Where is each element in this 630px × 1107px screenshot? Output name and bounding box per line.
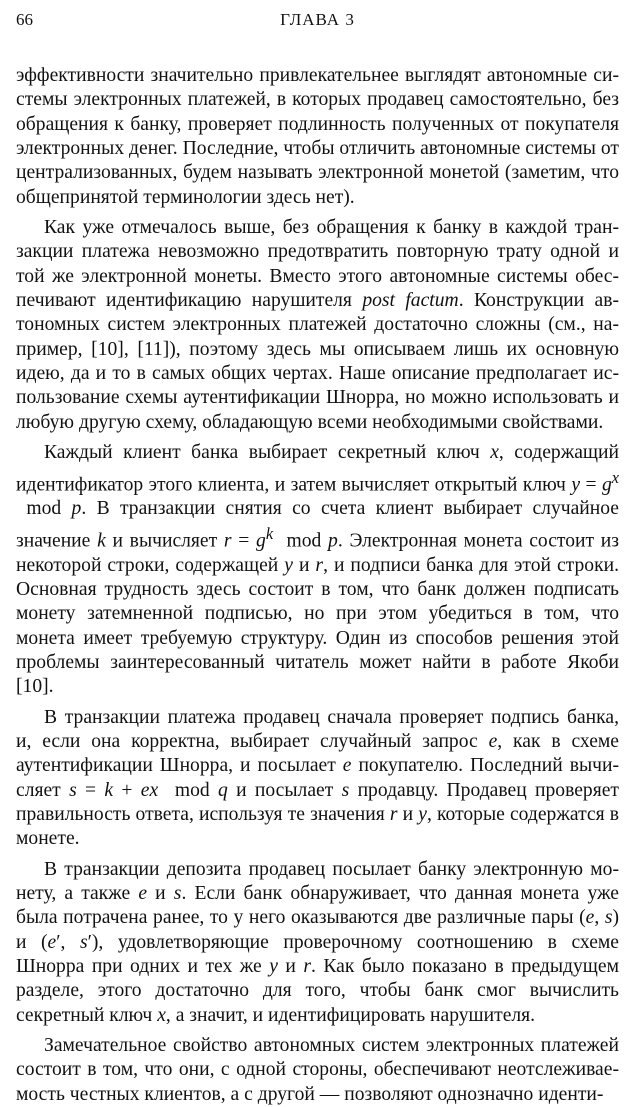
page-number: 66 bbox=[16, 10, 33, 29]
chapter-title: ГЛАВА 3 bbox=[280, 10, 355, 29]
book-page bbox=[16, 6, 619, 1107]
paragraph-4: В транзакции платежа продавец сначала проверяет подпись банка, и, если она корректна, выбирает случайный запрос e, как в схеме аутентификации Шнорра, и посылает e покупателю. Последний вычисляет s = k + ex mod q и посылает s продавцу. Продавец проверяет правильность ответа, используя те значения r и y, которые содержатся в монете. bbox=[16, 706, 619, 850]
paragraph-6: Замечательное свойство автономных систем электронных платежей состоит в том, что они, с одной стороны, обеспечивают неотслеживаемость честных клиентов, а с другой — позволяют однозначно иденти- bbox=[16, 1035, 619, 1105]
body-text bbox=[16, 64, 619, 1107]
running-head bbox=[16, 6, 619, 34]
paragraph-1: эффективности значительно привлекательнее выглядят автономные системы электронных платежей, в которых продавец самостоятельно, без обращения к банку, проверяет подлинность полученных от покупателя электронных денег. Последние, чтобы отличить автономные системы от централизованных, будем называть электронной монетой (заметим, что общепринятой терминологии здесь нет). bbox=[16, 65, 619, 208]
paragraph-2: Как уже отмечалось выше, без обращения к банку в каждой транзакции платежа невозможно предотвратить повторную трату одной и той же электронной монеты. Вместо этого автономные системы обеспечивают идентификацию нарушителя post factum. Конструкции автономных систем электронных платежей достаточно сложны (см., например, [10], [11]), поэтому здесь мы описываем лишь их основную идею, да и то в самых общих чертах. Наше описание предполагает использование схемы аутентификации Шнорра, но можно использовать и любую другую схему, обладающую всеми необходимыми свойствами. bbox=[16, 217, 619, 433]
paragraph-5: В транзакции депозита продавец посылает банку электронную монету, а также e и s. Если банк обнаруживает, что данная монета уже была потрачена ранее, то у него оказываются две различные пары (e, s) и (e′, s′), удовлетворяющие проверочному соотношению в схеме Шнорра при одних и тех же y и r. Как было показано в предыдущем разделе, этого достаточно для того, чтобы банк смог вычислить секретный ключ x, а значит, и идентифицировать нарушителя. bbox=[16, 858, 619, 1026]
paragraph-3: Каждый клиент банка выбирает секретный ключ x, содержащий идентификатор этого клиента, и затем вычисляет открытый ключ $y = g^x$ mod p. В транзакции снятия со счета клиент выбирает случайное значение k и вычисляет $r = g^k$ mod p. Электронная монета состоит из некоторой строки, содержащей y и r, и подписи банка для этой строки. Основная трудность здесь состоит в том, что банк должен подписать монету затемненной подписью, но при этом убедиться в том, что монета имеет требуемую структуру. Один из способов решения этой проблемы заинтересованный читатель может найти в работе Якоби [10]. bbox=[16, 442, 619, 698]
